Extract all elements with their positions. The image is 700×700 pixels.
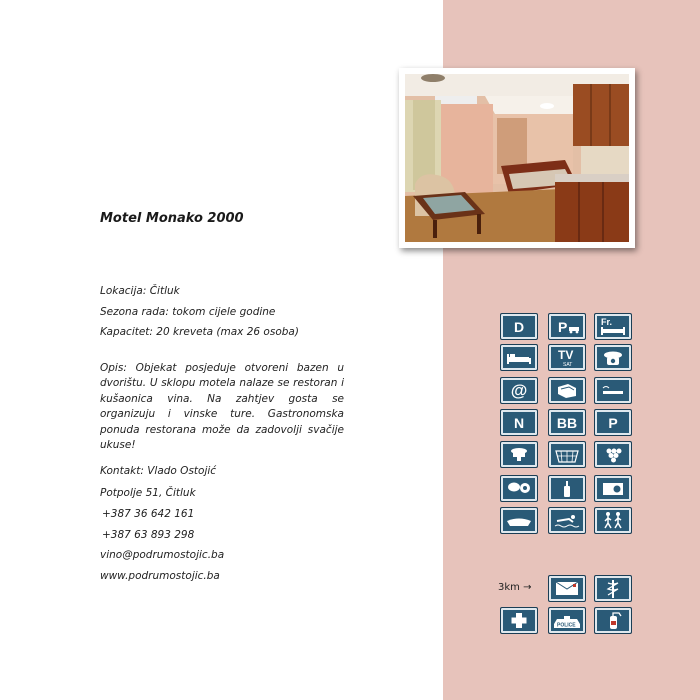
bb-board-icon: BB bbox=[548, 409, 586, 436]
website-link[interactable]: www.podrumostojic.ba bbox=[100, 570, 220, 582]
motel-title: Motel Monako 2000 bbox=[100, 211, 244, 226]
svg-text:Fr.: Fr. bbox=[601, 317, 613, 327]
phone-1: +387 36 642 161 bbox=[102, 508, 195, 520]
post-mail-icon bbox=[548, 575, 586, 602]
fire-extinguisher-icon bbox=[594, 607, 632, 634]
d-category-icon: D bbox=[500, 313, 538, 340]
shopping-basket-icon bbox=[548, 441, 586, 468]
swimming-icon bbox=[548, 507, 586, 534]
bed-icon bbox=[500, 344, 538, 371]
email-link[interactable]: vino@podrumostojic.ba bbox=[100, 549, 225, 561]
capacity-text: Kapacitet: 20 kreveta (max 26 osoba) bbox=[100, 326, 299, 338]
svg-text:SAT: SAT bbox=[563, 362, 573, 368]
tv-sat-icon bbox=[548, 344, 586, 371]
police-icon bbox=[548, 607, 586, 634]
smoking-icon bbox=[594, 377, 632, 404]
svg-text:TV: TV bbox=[558, 348, 574, 362]
arrow-right-icon: → bbox=[523, 582, 532, 593]
grape-icon bbox=[594, 441, 632, 468]
location-text: Lokacija: Čitluk bbox=[100, 285, 180, 297]
telephone-icon bbox=[594, 344, 632, 371]
hiking-icon bbox=[594, 507, 632, 534]
internet-at-icon: @ bbox=[500, 377, 538, 404]
svg-text:P: P bbox=[558, 319, 568, 335]
cellar-icon bbox=[594, 475, 632, 502]
french-bed-icon bbox=[594, 313, 632, 340]
season-text: Sezona rada: tokom cijele godine bbox=[100, 306, 276, 318]
contact-person: Kontakt: Vlado Ostojić bbox=[100, 465, 217, 477]
first-aid-cross-icon bbox=[500, 607, 538, 634]
address-text: Potpolje 51, Čitluk bbox=[100, 487, 196, 499]
restaurant-table-icon bbox=[500, 441, 538, 468]
p-board-icon: P bbox=[594, 409, 632, 436]
description-text: Opis: Objekat posjeduje otvoreni bazen u dvorištu. U sklopu motela nalaze se restoran i kušaonica vina. Na zahtjev gosta se organizuju i vinske ture. Gastronomska ponuda restorana može da zadovolji svačije ukuse! bbox=[100, 362, 344, 452]
distance-label: 3km → bbox=[498, 582, 532, 593]
laundry-icon bbox=[548, 377, 586, 404]
phone-2: +387 63 893 298 bbox=[102, 529, 195, 541]
room-photo bbox=[399, 68, 635, 248]
pharmacy-icon bbox=[594, 575, 632, 602]
boat-icon bbox=[500, 507, 538, 534]
parking-car-icon bbox=[548, 313, 586, 340]
n-board-icon: N bbox=[500, 409, 538, 436]
svg-text:POLICE: POLICE bbox=[557, 622, 576, 629]
wine-bottle-icon bbox=[548, 475, 586, 502]
conversation-icon bbox=[500, 475, 538, 502]
